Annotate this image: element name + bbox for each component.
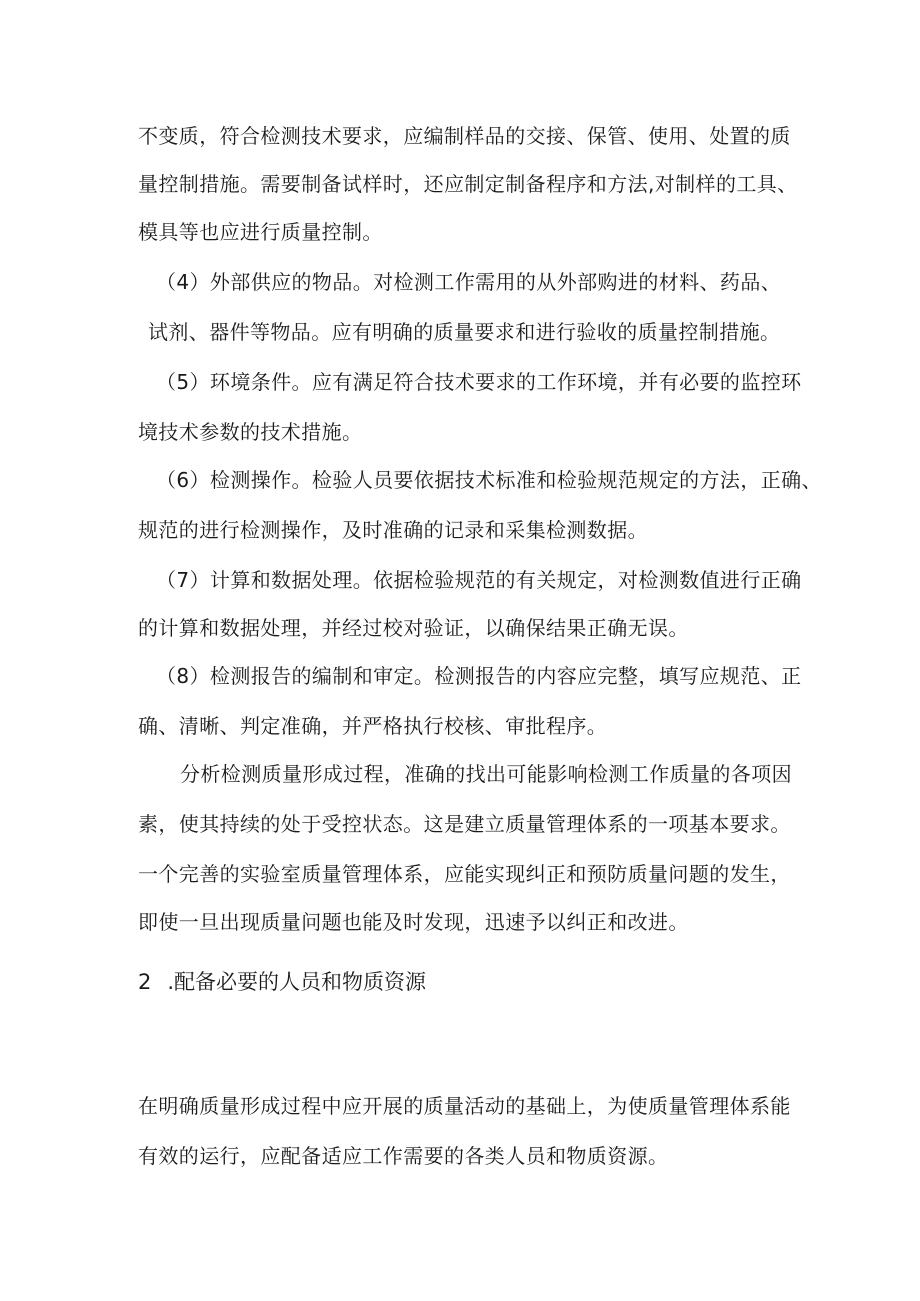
text-line: 境技术参数的技术措施。 [138,420,363,444]
text-line: 量控制措施。需要制备试样时，还应制定制备程序和方法,对制样的工具、 [138,172,798,196]
text-line: 模具等也应进行质量控制。 [138,220,383,244]
text-line: 规范的进行检测操作，及时准确的记录和采集检测数据。 [138,518,648,542]
list-item-8: （8）检测报告的编制和审定。检测报告的内容应完整，填写应规范、正 [156,664,802,688]
list-item-5: （5）环境条件。应有满足符合技术要求的工作环境，并有必要的监控环 [156,370,802,394]
section-heading [138,967,426,997]
section-title: .配备必要的人员和物质资源 [167,970,427,994]
text-line: 确、清晰、判定准确，并严格执行校核、审批程序。 [138,714,608,738]
text-line: 素，使其持续的处于受控状态。这是建立质量管理体系的一项基本要求。 [138,812,791,836]
list-item-6: （6）检测操作。检验人员要依据技术标准和检验规范规定的方法，正确、 [156,468,822,492]
text-line: 试剂、器件等物品。应有明确的质量要求和进行验收的质量控制措施。 [148,320,781,344]
text-line: 即使一旦出现质量问题也能及时发现，迅速予以纠正和改进。 [138,910,689,934]
text-line: 在明确质量形成过程中应开展的质量活动的基础上，为使质量管理体系能 [138,1094,791,1118]
text-line: 的计算和数据处理，并经过校对验证，以确保结果正确无误。 [138,616,689,640]
text-line: 不变质，符合检测技术要求，应编制样品的交接、保管、使用、处置的质 [138,124,791,148]
list-item-7: （7）计算和数据处理。依据检验规范的有关规定，对检测数值进行正确 [156,568,802,592]
text-line: 有效的运行，应配备适应工作需要的各类人员和物质资源。 [138,1144,669,1168]
text-line: 一个完善的实验室质量管理体系，应能实现纠正和预防质量问题的发生， [138,862,791,886]
section-number: 2 [138,970,152,994]
paragraph-start: 分析检测质量形成过程，准确的找出可能影响检测工作质量的各项因 [180,762,792,786]
list-item-4: （4）外部供应的物品。对检测工作需用的从外部购进的材料、药品、 [156,270,782,294]
